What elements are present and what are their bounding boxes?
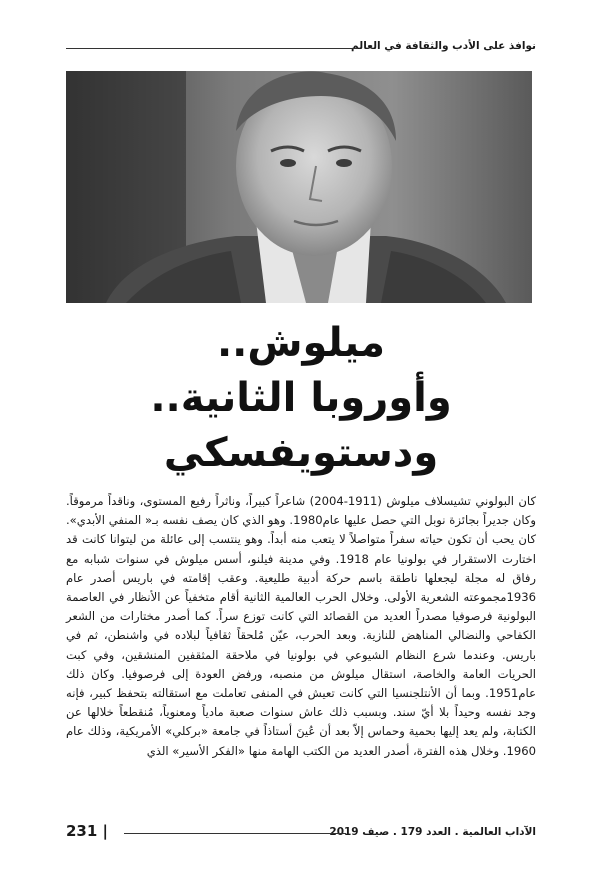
page-number: 231 | [66, 822, 109, 840]
portrait-illustration [66, 71, 532, 303]
section-title: نوافذ على الأدب والثقافة في العالم [351, 40, 536, 52]
article-body: كان البولوني تشيسلاف ميلوش (1911-2004) شاعراً كبيراً، وناثراً رفيع المستوى، وناقداً مرموقاً. وكان جديراً بجائزة نوبل التي حصل عليها عام1980. وهو الذي كان يصف نفسه بـ« المنفي الأبدي». كان يحب أن تكون حياته سفراً متواصلاً لا يتعب منه أبداً. وهو ينتسب إلى عائلة من ليتوانا كانت قد اختارت الاستقرار في بولونيا عام 1918. وفي مدينة فيلنو، أسس ميلوش في سنوات شبابه مع رفاق له مجلة ليجعلها ناطقة باسم حركة أدبية طليعية. وعقب إقامته في باريس أصدر عام 1936مجموعته الشعرية الأولى. وخلال الحرب العالمية الثانية أقام متخفياً عن الأنظار في العاصمة البولونية فرصوفيا مصدراً العديد من القصائد التي كانت توزع سراً. كما أصدر مختارات من الشعر الكفاحي والنضالي المناهض للنازية. وبعد الحرب، عيّن مُلحقاً ثقافياً لبلاده في واشنطن، ثم في باريس. وعندما شرع النظام الشيوعي في بولونيا في ملاحقة المثقفين المنشقين، وفي كبت الحريات العامة والخاصة، استقال ميلوش من منصبه، ورفض العودة إلى فرصوفيا. وكان ذلك عام1951. وبما أن الأنتلجنسيا التي كانت تعيش في المنفى تعاملت مع استقالته بتحفظ كبير، فإنه وجد نفسه وحيداً بلا أيّ سند. وبسبب ذلك عاش سنوات صعبة مادياً ومعنوياً، مُنقطعاً خلالها عن الكتابة، ولم يعد إليها بحمية وحماس إلاّ بعد أن عُينَ أستاذاً في جامعة «بركلي» الأمريكية، وذلك عام 1960. وخلال هذه الفترة، أصدر العديد من الكتب الهامة منها «الفكر الأسير» الذي [66, 494, 537, 758]
running-footer [66, 822, 536, 842]
running-header [66, 36, 536, 56]
title-line-2: وأوروبا الثانية.. [150, 375, 452, 421]
article-title [66, 316, 536, 481]
title-line-3: ودستويفسكي [163, 430, 439, 476]
journal-issue: الآداب العالمية . العدد 179 . صيف 2019 [329, 826, 536, 838]
title-line-1: ميلوش.. [216, 320, 386, 366]
header-rule [66, 48, 358, 49]
author-photo [66, 71, 532, 303]
footer-rule [124, 833, 346, 834]
